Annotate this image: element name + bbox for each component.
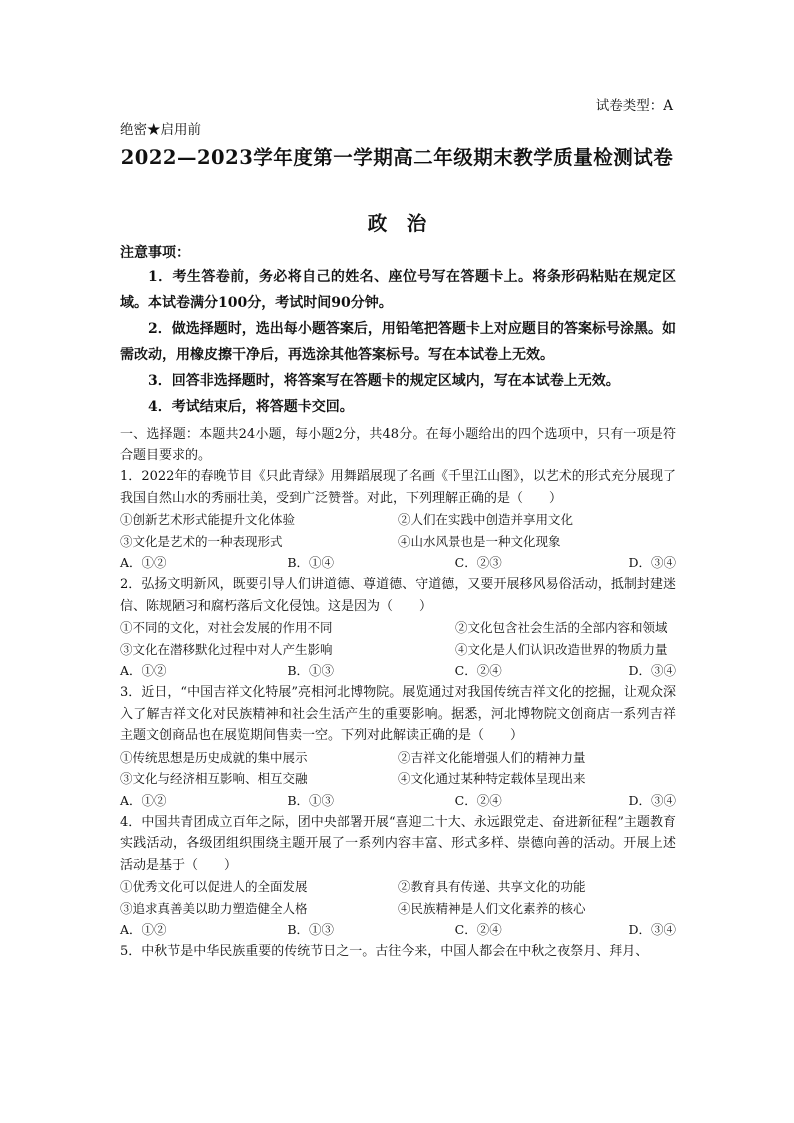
question-stem: 3．近日，“中国吉祥文化特展”亮相河北博物院。展览通过对我国传统吉祥文化的挖掘，让观众深入了解吉祥文化对民族精神和社会生活产生的重要影响。据悉，河北博物院文创商店一系列吉祥主题文创商品也在展览期间售卖一空。下列对此解读正确的是（ ） [120,685,676,743]
answer-choice: D．③④ [628,663,676,678]
question-options [120,876,676,919]
option-item: ①优秀文化可以促进人的全面发展 [120,879,308,894]
question-stem: 4．中国共青团成立百年之际，团中央部署开展“喜迎二十大、永远跟党走、奋进新征程”主题教育实践活动，各级团组织围绕主题开展了一系列内容丰富、形式多样、崇德向善的活动。开展上述活动是基于（ ） [120,814,676,873]
note-item: 1．考生答卷前，务必将自己的姓名、座位号写在答题卡上。将条形码粘贴在规定区域。本试卷满分100分，考试时间90分钟。 [120,269,676,311]
question-options [120,747,676,790]
option-item: ③文化与经济相互影响、相互交融 [120,771,308,786]
question-stem: 5．中秋节是中华民族重要的传统节日之一。古往今来，中国人都会在中秋之夜祭月、拜月、 [120,944,649,959]
answer-choice: B．①③ [287,922,335,937]
note-item: 2．做选择题时，选出每小题答案后，用铅笔把答题卡上对应题目的答案标号涂黑。如需改动，用橡皮擦干净后，再选涂其他答案标号。写在本试卷上无效。 [120,321,676,363]
option-item: ④民族精神是人们文化素养的核心 [398,900,586,916]
option-item: ③追求真善美以助力塑造健全人格 [120,900,308,916]
answer-choice: C．②④ [454,922,502,937]
answer-choice: A．①② [120,792,167,808]
option-item: ③文化是艺术的一种表现形式 [120,533,283,549]
answer-choices [120,790,676,812]
option-item: ②人们在实践中创造并享用文化 [398,512,574,527]
subject-title: 政 治 [367,212,427,235]
option-item: ②吉祥文化能增强人们的精神力量 [398,749,586,765]
answer-choice: B．①③ [287,663,335,678]
note-item: 4．考试结束后，将答题卡交回。 [148,399,354,415]
answer-choice: C．②④ [454,792,502,808]
answer-choice: B．①③ [287,792,335,808]
confidential-label: 绝密★启用前 [120,122,201,138]
question-options [120,617,676,660]
note-item: 3．回答非选择题时，将答案写在答题卡的规定区域内，写在本试卷上无效。 [148,373,620,389]
answer-choices [120,660,676,682]
option-item: ①创新艺术形式能提升文化体验 [120,512,296,527]
option-item: ③文化在潜移默化过程中对人产生影响 [120,641,333,657]
answer-choice: D．③④ [628,555,676,570]
paper-type-label: 试卷类型：A [595,98,673,114]
option-item: ②文化包含社会生活的全部内容和领域 [455,620,668,635]
answer-choices [120,919,676,941]
answer-choice: D．③④ [628,922,676,937]
option-item: ④文化是人们认识改造世界的物质力量 [455,641,668,657]
option-item: ④山水风景也是一种文化现象 [398,533,561,549]
question-stem: 1．2022年的春晚节目《只此青绿》用舞蹈展现了名画《千里江山图》，以艺术的形式充分展现了我国自然山水的秀丽壮美，受到广泛赞誉。对此，下列理解正确的是（ ） [120,469,676,506]
exam-content [120,240,676,963]
answer-choice: A．①② [120,555,167,570]
answer-choices [120,552,676,574]
answer-choice: C．②③ [454,555,502,570]
option-item: ②教育具有传递、共享文化的功能 [398,879,586,894]
option-item: ①不同的文化，对社会发展的作用不同 [120,620,333,635]
notes-title: 注意事项： [120,245,190,261]
answer-choice: C．②④ [454,663,502,678]
option-item: ①传统思想是历史成就的集中展示 [120,749,308,765]
question-stem: 2．弘扬文明新风，既要引导人们讲道德、尊道德、守道德，又要开展移风易俗活动，抵制封建迷信、陈规陋习和腐朽落后文化侵蚀。这是因为（ ） [120,577,676,614]
answer-choice: A．①② [120,922,167,937]
answer-choice: A．①② [120,663,167,678]
exam-title: 2022—2023学年度第一学期高二年级期末教学质量检测试卷 [120,146,674,169]
answer-choice: D．③④ [628,792,676,808]
option-item: ④文化通过某种特定载体呈现出来 [398,771,586,786]
answer-choice: B．①④ [287,555,335,570]
section-heading: 一、选择题：本题共24小题，每小题2分，共48分。在每小题给出的四个选项中，只有一项是符合题目要求的。 [120,427,676,463]
question-options [120,509,676,552]
